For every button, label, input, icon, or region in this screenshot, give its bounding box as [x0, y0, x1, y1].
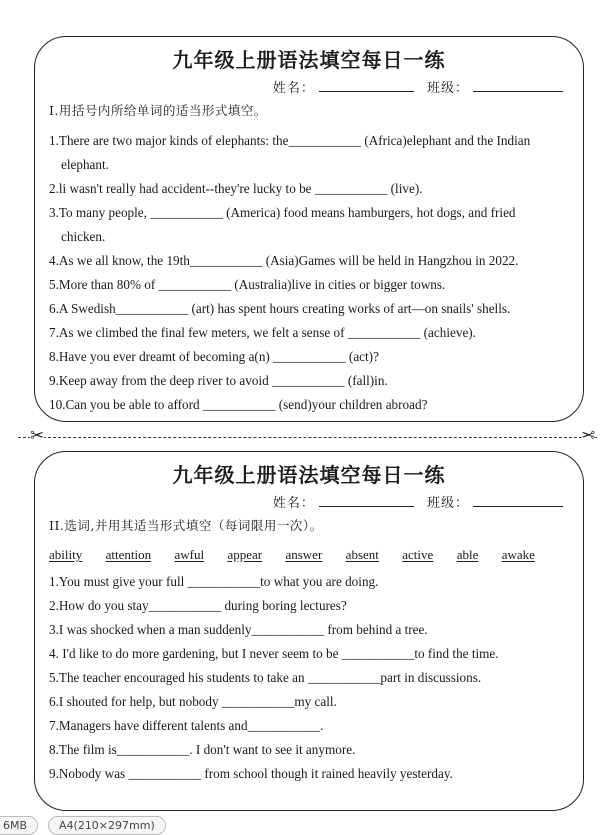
word-bank-item: appear [227, 547, 263, 562]
question-item [49, 201, 565, 249]
question-item: 1.You must give your full ___________to what you are doing. [49, 574, 379, 589]
cut-line [18, 437, 597, 438]
question-item: 7.Managers have different talents and___________. [49, 718, 324, 733]
question-item: 4. I'd like to do more gardening, but I never seem to be ___________to find the time. [49, 646, 499, 661]
question-text: 10.Can you be able to afford ___________ (send)your children abroad? [49, 397, 428, 412]
question-item [49, 249, 565, 273]
word-bank-item: awake [501, 547, 535, 562]
class-blank[interactable] [473, 79, 563, 92]
name-blank[interactable] [319, 494, 414, 507]
name-class-row [273, 77, 563, 96]
scissors-icon: ✂ [30, 426, 45, 446]
question-item [49, 177, 565, 201]
word-bank-item: awful [174, 547, 205, 562]
word-bank-item: attention [105, 547, 152, 562]
instruction: II.选词,并用其适当形式填空（每词限用一次）。 [49, 518, 323, 533]
name-label: 姓名： [272, 496, 315, 511]
word-bank-item: absent [345, 547, 379, 562]
word-bank [49, 547, 535, 563]
question-item [49, 297, 565, 321]
question-text: 8.Have you ever dreamt of becoming a(n) ___________ (act)? [49, 349, 379, 364]
question-text: 1.There are two major kinds of elephants: the___________ (Africa)elephant and the Indian [49, 133, 531, 148]
question-item: 9.Nobody was ___________ from school though it rained heavily yesterday. [49, 766, 453, 781]
instruction: I.用括号内所给单词的适当形式填空。 [49, 103, 267, 118]
word-bank-item: ability [49, 547, 83, 562]
question-text: 6.A Swedish___________ (art) has spent hours creating works of art—on snails' shells. [49, 301, 511, 316]
question-list [49, 570, 565, 786]
word-bank-item: active [402, 547, 434, 562]
class-blank[interactable] [473, 494, 563, 507]
question-text: 4.As we all know, the 19th___________ (Asia)Games will be held in Hangzhou in 2022. [49, 253, 519, 268]
question-item [49, 321, 565, 345]
question-text-continued: chicken. [61, 229, 106, 244]
question-item [49, 345, 565, 369]
question-text-continued: elephant. [61, 157, 109, 172]
question-text: 2.li wasn't really had accident--they're lucky to be ___________ (live). [49, 181, 423, 196]
question-item [49, 273, 565, 297]
question-text: 7.As we climbed the final few meters, we felt a sense of ___________ (achieve). [49, 325, 476, 340]
question-text: 5.More than 80% of ___________ (Australia)live in cities or bigger towns. [49, 277, 446, 292]
file-size-badge: 6MB [0, 816, 38, 835]
name-class-row [273, 492, 563, 511]
question-item [49, 369, 565, 393]
class-label: 班级： [426, 496, 469, 511]
question-text: 9.Keep away from the deep river to avoid ___________ (fall)in. [49, 373, 388, 388]
question-item: 5.The teacher encouraged his students to take an ___________part in discussions. [49, 670, 482, 685]
scissors-icon: ✂ [580, 426, 595, 446]
question-item: 3.I was shocked when a man suddenly___________ from behind a tree. [49, 622, 428, 637]
name-label: 姓名： [272, 81, 315, 96]
question-item [49, 129, 565, 177]
question-item: 2.How do you stay___________ during boring lectures? [49, 598, 347, 613]
paper-size-badge: A4(210×297mm) [48, 816, 166, 835]
word-bank-item: able [456, 547, 479, 562]
question-item [49, 393, 565, 417]
worksheet-title: 九年级上册语法填空每日一练 [172, 463, 446, 487]
worksheet-panel-1 [34, 36, 584, 422]
question-list [49, 129, 565, 417]
question-item: 6.I shouted for help, but nobody ___________my call. [49, 694, 337, 709]
question-text: 3.To many people, ___________ (America) food means hamburgers, hot dogs, and fried [49, 205, 516, 220]
class-label: 班级： [426, 81, 469, 96]
worksheet-panel-2 [34, 451, 584, 811]
word-bank-item: answer [285, 547, 323, 562]
question-item: 8.The film is___________. I don't want to see it anymore. [49, 742, 356, 757]
name-blank[interactable] [319, 79, 414, 92]
worksheet-title: 九年级上册语法填空每日一练 [172, 48, 446, 72]
